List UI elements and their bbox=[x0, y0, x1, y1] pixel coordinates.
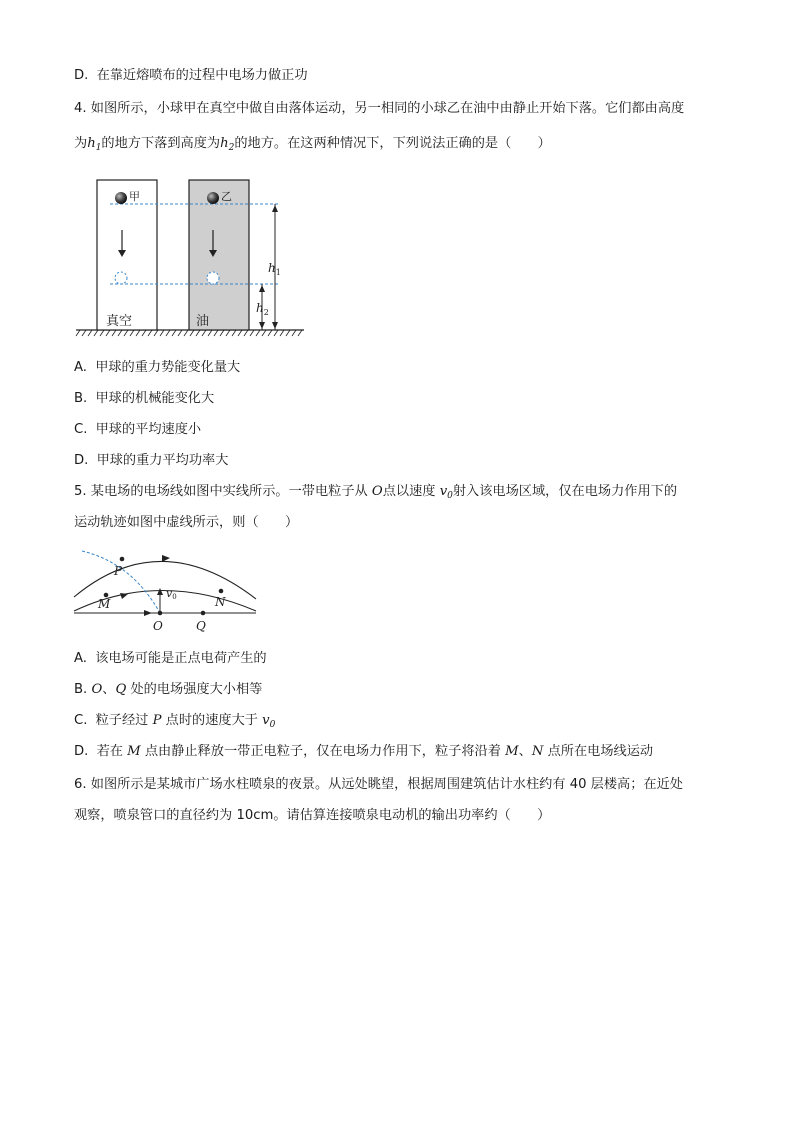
var-v0: $v_0$ bbox=[439, 484, 453, 501]
ball-a-label: 甲 bbox=[129, 190, 140, 203]
label-m: M bbox=[98, 597, 111, 611]
field-line-upper bbox=[74, 561, 256, 599]
var-o: O bbox=[371, 484, 383, 499]
q4-stem-line2 bbox=[74, 135, 551, 153]
option-letter: C. bbox=[74, 713, 88, 728]
label-o: O bbox=[153, 619, 163, 633]
stem-text: 点以速度 bbox=[382, 484, 436, 499]
var-v0: $v_0$ bbox=[262, 713, 276, 730]
stem-text: 的地方。在这两种情况下，下列说法正确的是（ ） bbox=[234, 136, 551, 151]
q3-option-d bbox=[74, 67, 308, 85]
q5-stem-line2: 运动轨迹如图中虚线所示，则（ ） bbox=[74, 515, 299, 530]
option-letter: A. bbox=[74, 360, 87, 375]
q5-figure bbox=[70, 541, 270, 636]
q5-option-b bbox=[74, 681, 262, 699]
stem-text: 的地方下落到高度为 bbox=[101, 136, 221, 151]
v0-arrow bbox=[157, 588, 163, 613]
h1-label: $h_1$ bbox=[268, 261, 281, 277]
vacuum-label: 真空 bbox=[106, 314, 133, 329]
option-text: 该电场可能是正点电荷产生的 bbox=[95, 651, 267, 666]
q5-stem-line1 bbox=[74, 483, 677, 501]
point-o bbox=[158, 611, 163, 616]
var-h1: $h_1$ bbox=[87, 136, 102, 153]
option-letter: C. bbox=[74, 422, 88, 437]
var-q: Q bbox=[115, 682, 127, 697]
var-o: O bbox=[91, 682, 103, 697]
q4-stem-line1: 4. 如图所示，小球甲在真空中做自由落体运动，另一相同的小球乙在油中由静止开始下落。它们都由高度 bbox=[74, 101, 685, 116]
vacuum-container bbox=[97, 180, 157, 330]
ground-hatch bbox=[76, 330, 302, 336]
point-n bbox=[219, 589, 224, 594]
q4-option-a bbox=[74, 359, 240, 377]
option-text: 甲球的重力势能变化量大 bbox=[95, 360, 241, 375]
field-arrow-upper bbox=[162, 555, 170, 562]
separator: 、 bbox=[518, 744, 532, 759]
h2-label: $h_2$ bbox=[256, 301, 269, 317]
var-n: N bbox=[531, 744, 544, 759]
q4-option-c bbox=[74, 421, 201, 439]
oil-label: 油 bbox=[196, 314, 210, 329]
option-text: 在靠近熔喷布的过程中电场力做正功 bbox=[96, 68, 308, 83]
option-letter: D. bbox=[74, 453, 89, 468]
ball-b-final bbox=[207, 272, 219, 284]
var-m: M bbox=[127, 744, 141, 759]
var-p: P bbox=[152, 713, 162, 728]
oil-container bbox=[189, 180, 249, 330]
option-text: 点所在电场线运动 bbox=[547, 744, 654, 759]
option-text: 处的电场强度大小相等 bbox=[130, 682, 263, 697]
option-text: 点由静止释放一带正电粒子，仅在电场力作用下，粒子将沿着 bbox=[144, 744, 501, 759]
q4-option-b bbox=[74, 390, 214, 408]
option-letter: D. bbox=[74, 744, 89, 759]
field-arrow-lower bbox=[144, 610, 152, 616]
field-arrow-middle bbox=[120, 593, 128, 599]
option-letter: A. bbox=[74, 651, 87, 666]
point-q bbox=[201, 611, 206, 616]
label-q: Q bbox=[196, 619, 206, 633]
q5-option-d bbox=[74, 743, 653, 761]
label-p: P bbox=[114, 564, 123, 578]
var-h2: $h_2$ bbox=[220, 136, 235, 153]
option-letter: B. bbox=[74, 682, 88, 697]
q6-stem-line2: 观察，喷泉管口的直径约为 10cm。请估算连接喷泉电动机的输出功率约（ ） bbox=[74, 808, 551, 823]
label-v0: v0 bbox=[166, 587, 177, 601]
option-letter: B. bbox=[74, 391, 88, 406]
var-m: M bbox=[505, 744, 519, 759]
ball-b bbox=[207, 192, 219, 204]
option-text: 点时的速度大于 bbox=[165, 713, 258, 728]
q5-option-c bbox=[74, 712, 275, 730]
option-text: 粒子经过 bbox=[95, 713, 149, 728]
ball-a bbox=[115, 192, 127, 204]
option-text: 甲球的机械能变化大 bbox=[95, 391, 215, 406]
stem-text: 5. 某电场的电场线如图中实线所示。一带电粒子从 bbox=[74, 484, 368, 499]
separator: 、 bbox=[102, 682, 116, 697]
q6-stem-line1: 6. 如图所示是某城市广场水柱喷泉的夜景。从远处眺望，根据周围建筑估计水柱约有 40 层楼高；在近处 bbox=[74, 777, 683, 792]
label-n: N bbox=[215, 595, 226, 609]
option-text: 甲球的重力平均功率大 bbox=[96, 453, 229, 468]
q5-option-a bbox=[74, 650, 267, 668]
point-p bbox=[120, 557, 125, 562]
q4-figure bbox=[70, 172, 310, 344]
option-text: 若在 bbox=[96, 744, 123, 759]
q4-option-d bbox=[74, 452, 228, 470]
stem-text: 为 bbox=[74, 136, 88, 151]
stem-text: 射入该电场区域，仅在电场力作用下的 bbox=[452, 484, 678, 499]
ball-b-label: 乙 bbox=[221, 190, 232, 203]
option-text: 甲球的平均速度小 bbox=[95, 422, 202, 437]
option-letter: D. bbox=[74, 68, 89, 83]
